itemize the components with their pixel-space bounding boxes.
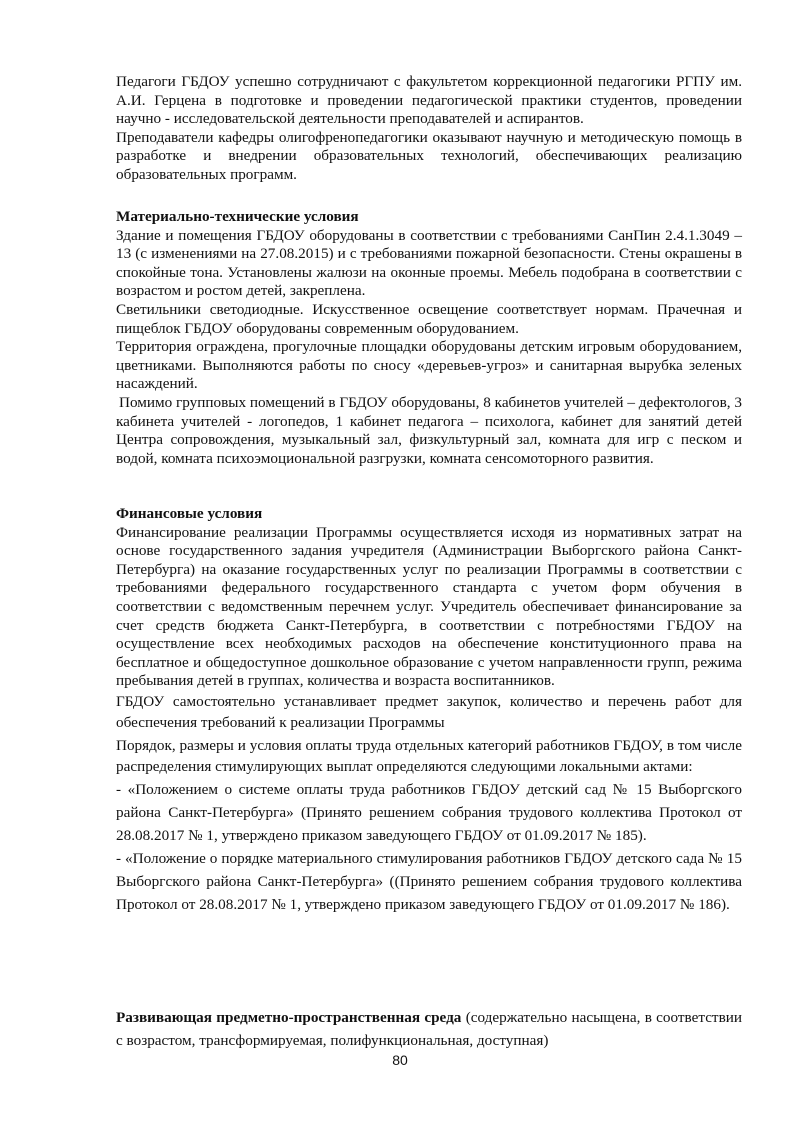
page-number: 80	[392, 1052, 408, 1068]
material-heading: Материально-технические условия	[116, 208, 359, 225]
finance-section	[116, 505, 742, 916]
intro-paragraph-2: Преподаватели кафедры олигофренопедагогики оказывают научную и методическую помощь в разработке и внедрении образовательных технологий, обеспечивающих реализацию образовательных программ.	[116, 128, 742, 183]
material-paragraph-2: Светильники светодиодные. Искусственное освещение соответствует нормам. Прачечная и пищеблок ГБДОУ оборудованы современным оборудованием.	[116, 300, 742, 337]
finance-paragraph-1: Финансирование реализации Программы осуществляется исходя из нормативных затрат на основе государственного задания учредителя (Администрации Выборгского района Санкт-Петербурга) на оказание государственных услуг по реализации Программы в соответствии с требованиями федерального государственного стандарта с учетом форм обучения в соответствии с ведомственным перечнем услуг. Учредитель обеспечивает финансирование за счет средств бюджета Санкт-Петербурга, в соответствии с потребностями ГБДОУ на осуществление всех необходимых расходов на обеспечение конституционного права на бесплатное и общедоступное дошкольное образование с учетом направленности групп, режима пребывания детей в группах, количества и возраста воспитанников.	[116, 523, 742, 690]
material-section	[116, 208, 742, 468]
finance-heading: Финансовые условия	[116, 505, 263, 522]
intro-paragraph-1: Педагоги ГБДОУ успешно сотрудничают с факультетом коррекционной педагогики РГПУ им. А.И. Герцена в подготовке и проведении педагогической практики студентов, проведении научно - исследовательской деятельности преподавателей и аспирантов.	[116, 73, 742, 128]
material-paragraph-4: Помимо групповых помещений в ГБДОУ оборудованы, 8 кабинетов учителей – дефектологов, 3 кабинета учителей - логопедов, 1 кабинет педагога – психолога, кабинет для занятий детей Центра сопровождения, музыкальный зал, физкультурный зал, комната для игр с песком и водой, комната психоэмоциональной разгрузки, комната сенсомоторного развития.	[116, 393, 742, 467]
environment-text: (содержательно насыщена, в соответствии с возрастом, трансформируемая, полифункциональная, доступная)	[116, 1009, 742, 1049]
finance-paragraph-3: Порядок, размеры и условия оплаты труда отдельных категорий работников ГБДОУ, в том числе распределения стимулирующих выплат определяются следующими локальными актами:	[116, 736, 742, 776]
material-paragraph-3: Территория ограждена, прогулочные площадки оборудованы детским игровым оборудованием, цветниками. Выполняются работы по сносу «деревьев-угроз» и санитарная вырубка зеленых насаждений.	[116, 338, 742, 393]
intro-section	[116, 73, 742, 185]
environment-heading: Развивающая предметно-пространственная среда	[116, 1009, 462, 1026]
finance-paragraph-5: - «Положение о порядке материального стимулирования работников ГБДОУ детского сада № 15 Выборгского района Санкт-Петербурга» ((Принято решением собрания трудового коллектива Протокол от 28.08.2017 № 1, утверждено приказом заведующего ГБДОУ от 01.09.2017 № 186).	[116, 849, 742, 913]
finance-paragraph-4: - «Положением о системе оплаты труда работников ГБДОУ детский сад № 15 Выборгского района Санкт-Петербурга» (Принято решением собрания трудового коллектива Протокол от 28.08.2017 № 1, утверждено приказом заведующего ГБДОУ от 01.09.2017 № 185).	[116, 780, 742, 844]
environment-section	[116, 1006, 742, 1052]
finance-paragraph-2: ГБДОУ самостоятельно устанавливает предмет закупок, количество и перечень работ для обеспечения требований к реализации Программы	[116, 692, 742, 731]
material-paragraph-1: Здание и помещения ГБДОУ оборудованы в соответствии с требованиями СанПин 2.4.1.3049 – 13 (с изменениями на 27.08.2015) и с требованиями пожарной безопасности. Стены окрашены в спокойные тона. Установлены жалюзи на оконные проемы. Мебель подобрана в соответствии с возрастом и ростом детей, закреплена.	[116, 226, 742, 300]
